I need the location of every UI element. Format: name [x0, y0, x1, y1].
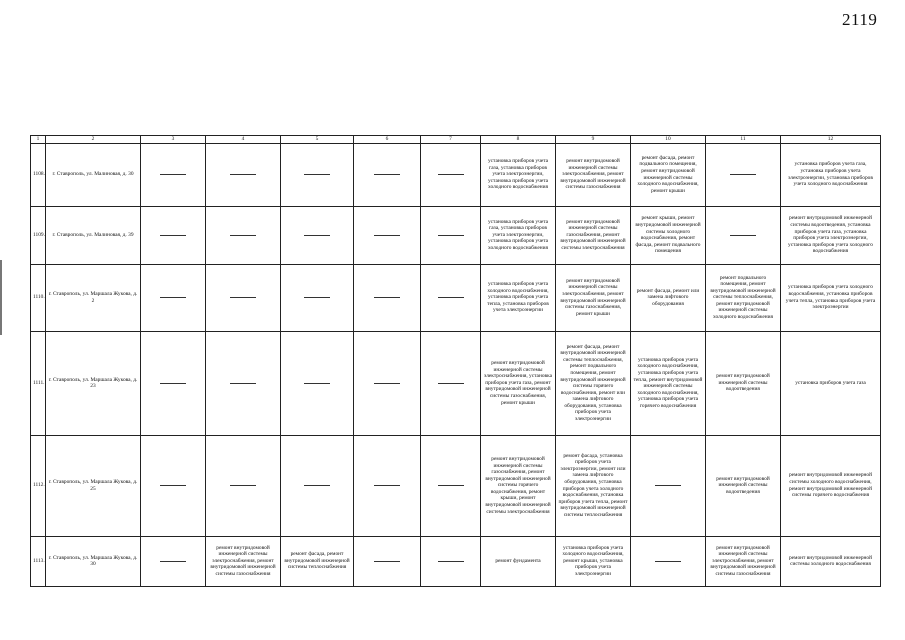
empty-cell	[206, 206, 281, 264]
column-number: 5	[281, 136, 354, 144]
address-cell: г. Ставрополь, ул. Маршала Жукова, д. 30	[46, 536, 141, 586]
dash-mark	[230, 485, 256, 486]
address-cell: г. Ставрополь, ул. Малиновая, д. 39	[46, 206, 141, 264]
dash-mark	[160, 297, 186, 298]
work-cell: ремонт крыши, ремонт внутридомовой инженерной системы холодного водоснабжения, ремонт фасада, ремонт подвального помещения	[631, 206, 706, 264]
scan-edge-mark	[0, 260, 2, 335]
dash-mark	[438, 561, 464, 562]
dash-mark	[160, 561, 186, 562]
work-cell: установка приборов учета холодного водоснабжения, установка приборов учета тепла, ремонт внутридомовой инженерной системы холодного водоснабжения, установка приборов учета горячего водоснабжения	[631, 331, 706, 435]
dash-mark	[304, 235, 330, 236]
dash-mark	[655, 485, 681, 486]
row-number: 1108.	[31, 143, 46, 206]
column-number: 12	[781, 136, 881, 144]
empty-cell	[206, 331, 281, 435]
empty-cell	[354, 331, 421, 435]
work-cell: установка приборов учета холодного водоснабжения, установка приборов учета тепла, установка приборов учета электроэнергии	[781, 264, 881, 331]
column-number: 6	[354, 136, 421, 144]
table-row	[31, 331, 881, 435]
work-cell: ремонт внутридомовой инженерной системы водоотведения, установка приборов учета газа, установка приборов учета электроэнергии, установка приборов учета холодного водоснабжения	[781, 206, 881, 264]
work-cell: установка приборов учета газа	[781, 331, 881, 435]
dash-mark	[374, 561, 400, 562]
empty-cell	[421, 264, 481, 331]
row-number: 1111.	[31, 331, 46, 435]
work-cell: ремонт фасада, установка приборов учета электроэнергии, ремонт или замена лифтового оборудования, установка приборов учета холодного водоснабжения, установка приборов учета тепла, ремонт внутридомовой инженерной системы теплоснабжения	[556, 435, 631, 536]
dash-mark	[438, 383, 464, 384]
column-number: 2	[46, 136, 141, 144]
empty-cell	[706, 143, 781, 206]
table-row	[31, 536, 881, 586]
empty-cell	[354, 264, 421, 331]
work-cell: установка приборов учета газа, установка приборов учета электроэнергии, установка приборов учета холодного водоснабжения	[781, 143, 881, 206]
work-cell: установка приборов учета холодного водоснабжения, ремонт крыши, установка приборов учета электроэнергии	[556, 536, 631, 586]
work-cell: ремонт внутридомовой инженерной системы электроснабжения, ремонт внутридомовой инженерной системы газоснабжения	[706, 536, 781, 586]
column-number: 1	[31, 136, 46, 144]
work-cell: ремонт фасада, ремонт или замена лифтового оборудования	[631, 264, 706, 331]
empty-cell	[631, 435, 706, 536]
dash-mark	[730, 174, 756, 175]
dash-mark	[304, 383, 330, 384]
empty-cell	[421, 331, 481, 435]
column-number: 3	[141, 136, 206, 144]
column-numbers-row	[31, 136, 881, 144]
work-cell: ремонт фасада, ремонт подвального помещения, ремонт внутридомовой инженерной системы холодного водоснабжения, ремонт крыши	[631, 143, 706, 206]
work-cell: ремонт внутридомовой инженерной системы водоотведения	[706, 435, 781, 536]
address-cell: г. Ставрополь, ул. Маршала Жукова, д. 23	[46, 331, 141, 435]
work-cell: установка приборов учета холодного водоснабжения, установка приборов учета тепла, установка приборов учета электроэнергии	[481, 264, 556, 331]
dash-mark	[304, 174, 330, 175]
work-cell: ремонт фасада, ремонт внутридомовой инженерной системы теплоснабжения, ремонт подвального помещения, ремонт внутридомовой инженерной системы горячего водоснабжения, ремонт или замена лифтового оборудования, установка приборов учета электроэнергии	[556, 331, 631, 435]
column-number: 11	[706, 136, 781, 144]
dash-mark	[438, 485, 464, 486]
empty-cell	[206, 435, 281, 536]
dash-mark	[160, 174, 186, 175]
empty-cell	[141, 331, 206, 435]
table-row	[31, 264, 881, 331]
empty-cell	[421, 206, 481, 264]
empty-cell	[354, 206, 421, 264]
empty-cell	[141, 435, 206, 536]
empty-cell	[631, 536, 706, 586]
row-number: 1112.	[31, 435, 46, 536]
work-cell: ремонт внутридомовой инженерной системы электроснабжения, ремонт внутридомовой инженерной системы газоснабжения	[206, 536, 281, 586]
work-cell: ремонт внутридомовой инженерной системы электроснабжения, установка приборов учета газа, ремонт внутридомовой инженерной системы газоснабжения, ремонт крыши	[481, 331, 556, 435]
empty-cell	[281, 435, 354, 536]
work-cell: ремонт фундамента	[481, 536, 556, 586]
empty-cell	[281, 206, 354, 264]
dash-mark	[730, 235, 756, 236]
empty-cell	[141, 143, 206, 206]
work-cell: ремонт внутридомовой инженерной системы газоснабжения, ремонт внутридомовой инженерной системы горячего водоснабжения, ремонт крыши, ремонт внутридомовой инженерной системы электроснабжения	[481, 435, 556, 536]
work-cell: ремонт внутридомовой инженерной системы электроснабжения, ремонт внутридомовой инженерной системы газоснабжения	[556, 143, 631, 206]
table-row	[31, 206, 881, 264]
dash-mark	[304, 297, 330, 298]
empty-cell	[421, 435, 481, 536]
dash-mark	[230, 297, 256, 298]
address-cell: г. Ставрополь, ул. Маршала Жукова, д. 2	[46, 264, 141, 331]
work-cell: ремонт внутридомовой инженерной системы холодного водоснабжения	[781, 536, 881, 586]
dash-mark	[438, 297, 464, 298]
dash-mark	[374, 235, 400, 236]
column-number: 10	[631, 136, 706, 144]
empty-cell	[281, 331, 354, 435]
empty-cell	[354, 143, 421, 206]
dash-mark	[160, 485, 186, 486]
column-number: 9	[556, 136, 631, 144]
empty-cell	[206, 264, 281, 331]
empty-cell	[354, 435, 421, 536]
row-number: 1110.	[31, 264, 46, 331]
dash-mark	[230, 174, 256, 175]
column-number: 4	[206, 136, 281, 144]
work-cell: ремонт внутридомовой инженерной системы газоснабжения, ремонт внутридомовой инженерной системы электроснабжения	[556, 206, 631, 264]
dash-mark	[374, 297, 400, 298]
dash-mark	[230, 383, 256, 384]
empty-cell	[281, 143, 354, 206]
empty-cell	[141, 206, 206, 264]
empty-cell	[281, 264, 354, 331]
row-number: 1109.	[31, 206, 46, 264]
empty-cell	[141, 264, 206, 331]
empty-cell	[706, 206, 781, 264]
dash-mark	[374, 485, 400, 486]
address-cell: г. Ставрополь, ул. Маршала Жукова, д. 25	[46, 435, 141, 536]
dash-mark	[438, 235, 464, 236]
work-cell: установка приборов учета газа, установка приборов учета электроэнергии, установка приборов учета холодного водоснабжения	[481, 206, 556, 264]
empty-cell	[354, 536, 421, 586]
empty-cell	[206, 143, 281, 206]
work-cell: ремонт внутридомовой инженерной системы водоотведения	[706, 331, 781, 435]
page-number: 2119	[842, 10, 878, 29]
row-number: 1113.	[31, 536, 46, 586]
dash-mark	[374, 383, 400, 384]
work-cell: ремонт подвального помещения, ремонт внутридомовой инженерной системы теплоснабжения, ремонт внутридомовой инженерной системы холодного водоснабжения	[706, 264, 781, 331]
dash-mark	[304, 485, 330, 486]
dash-mark	[655, 561, 681, 562]
column-number: 8	[481, 136, 556, 144]
dash-mark	[230, 235, 256, 236]
work-cell: ремонт внутридомовой инженерной системы холодного водоснабжения, ремонт внутридомовой инженерной системы горячего водоснабжения	[781, 435, 881, 536]
dash-mark	[438, 174, 464, 175]
address-cell: г. Ставрополь, ул. Малиновая, д. 30	[46, 143, 141, 206]
program-table	[30, 135, 881, 587]
column-number: 7	[421, 136, 481, 144]
table-row	[31, 143, 881, 206]
empty-cell	[421, 143, 481, 206]
table-row	[31, 435, 881, 536]
empty-cell	[141, 536, 206, 586]
dash-mark	[160, 235, 186, 236]
work-cell: установка приборов учета газа, установка приборов учета электроэнергии, установка приборов учета холодного водоснабжения	[481, 143, 556, 206]
dash-mark	[374, 174, 400, 175]
dash-mark	[160, 383, 186, 384]
empty-cell	[421, 536, 481, 586]
work-cell: ремонт внутридомовой инженерной системы электроснабжения, ремонт внутридомовой инженерной системы газоснабжения, ремонт крыши	[556, 264, 631, 331]
work-cell: ремонт фасада, ремонт внутридомовой инженерной системы теплоснабжения	[281, 536, 354, 586]
